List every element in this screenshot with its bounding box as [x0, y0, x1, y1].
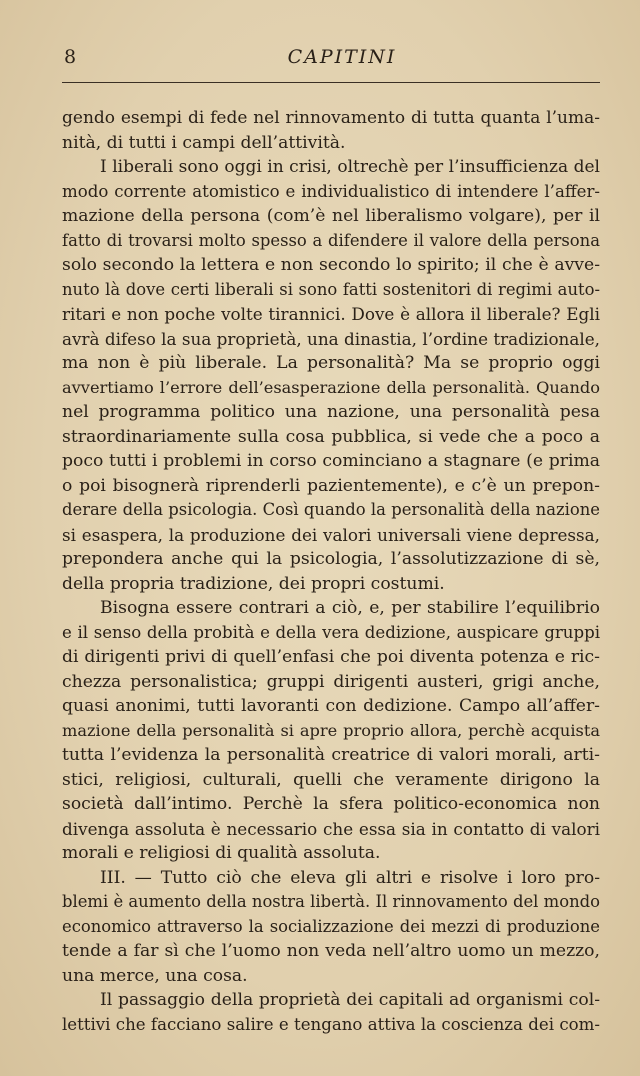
- body-text: [62, 106, 600, 1037]
- text-line: divenga assoluta è necessario che essa sia in contatto di valori: [62, 818, 600, 839]
- text-line: gendo esempi di fede nel rinnovamento di tutta quanta l’uma-: [62, 108, 600, 128]
- text-line: nel programma politico una nazione, una personalità pesa: [62, 402, 600, 422]
- text-line: morali e religiosi di qualità assoluta.: [62, 843, 381, 863]
- text-line: economico attraverso la socializzazione dei mezzi di produzione: [62, 916, 600, 936]
- text-line: Il passaggio della proprietà dei capitali ad organismi col-: [100, 990, 600, 1010]
- text-line: Bisogna essere contrari a ciò, e, per stabilire l’equilibrio: [100, 598, 600, 618]
- text-line: ma non è più liberale. La personalità? Ma se proprio oggi: [62, 353, 600, 373]
- text-line: prepondera anche qui la psicologia, l’assolutizzazione di sè,: [62, 549, 600, 569]
- text-line: poco tutti i problemi in corso cominciano a stagnare (e prima: [62, 451, 600, 471]
- text-line: III. — Tutto ciò che eleva gli altri e risolve i loro pro-: [100, 867, 600, 888]
- page-number: 8: [64, 46, 77, 68]
- text-line: solo secondo la lettera e non secondo lo spirito; il che è avve-: [62, 255, 600, 275]
- text-line: nuto là dove certi liberali si sono fatti sostenitori di regimi auto-: [62, 279, 600, 299]
- page-header: [64, 46, 600, 76]
- text-line: tende a far sì che l’uomo non veda nell’altro uomo un mezzo,: [62, 941, 600, 961]
- text-line: modo corrente atomistico e individualistico di intendere l’affer-: [62, 181, 600, 201]
- text-line: I liberali sono oggi in crisi, oltrechè per l’insufficienza del: [100, 157, 600, 177]
- text-line: si esaspera, la produzione dei valori universali viene depressa,: [62, 524, 600, 545]
- text-line: derare della psicologia. Così quando la personalità della nazione: [62, 500, 600, 519]
- text-line: una merce, una cosa.: [62, 965, 248, 986]
- text-line: avvertiamo l’errore dell’esasperazione della personalità. Quando: [62, 377, 600, 397]
- text-line: della propria tradizione, dei propri costumi.: [62, 573, 445, 594]
- text-line: tutta l’evidenza la personalità creatrice di valori morali, arti-: [62, 745, 600, 765]
- text-line: ritari e non poche volte tirannici. Dove è allora il liberale? Egli: [62, 304, 600, 324]
- text-line: mazione della persona (com’è nel liberalismo volgare), per il: [62, 206, 600, 226]
- text-line: avrà difeso la sua proprietà, una dinastia, l’ordine tradizionale,: [62, 328, 600, 349]
- text-line: società dall’intimo. Perchè la sfera politico-economica non: [62, 794, 600, 814]
- header-rule: [62, 82, 600, 83]
- text-line: nità, di tutti i campi dell’attività.: [62, 132, 346, 153]
- text-line: di dirigenti privi di quell’enfasi che poi diventa potenza e ric-: [62, 647, 600, 667]
- text-line: straordinariamente sulla cosa pubblica, si vede che a poco a: [62, 426, 600, 447]
- text-line: blemi è aumento della nostra libertà. Il rinnovamento del mondo: [62, 892, 600, 911]
- text-line: lettivi che facciano salire e tengano attiva la coscienza dei com-: [62, 1014, 600, 1034]
- text-line: quasi anonimi, tutti lavoranti con dedizione. Campo all’affer-: [62, 696, 600, 716]
- text-line: chezza personalistica; gruppi dirigenti austeri, grigi anche,: [62, 671, 600, 692]
- text-line: e il senso della probità e della vera dedizione, auspicare gruppi: [62, 622, 600, 642]
- running-head: CAPITINI: [287, 46, 397, 68]
- text-line: stici, religiosi, culturali, quelli che veramente dirigono la: [62, 769, 600, 790]
- text-line: mazione della personalità si apre proprio allora, perchè acquista: [62, 720, 600, 740]
- text-line: o poi bisognerà riprenderli pazientemente), e c’è un prepon-: [62, 475, 600, 496]
- text-line: fatto di trovarsi molto spesso a difendere il valore della persona: [62, 230, 600, 250]
